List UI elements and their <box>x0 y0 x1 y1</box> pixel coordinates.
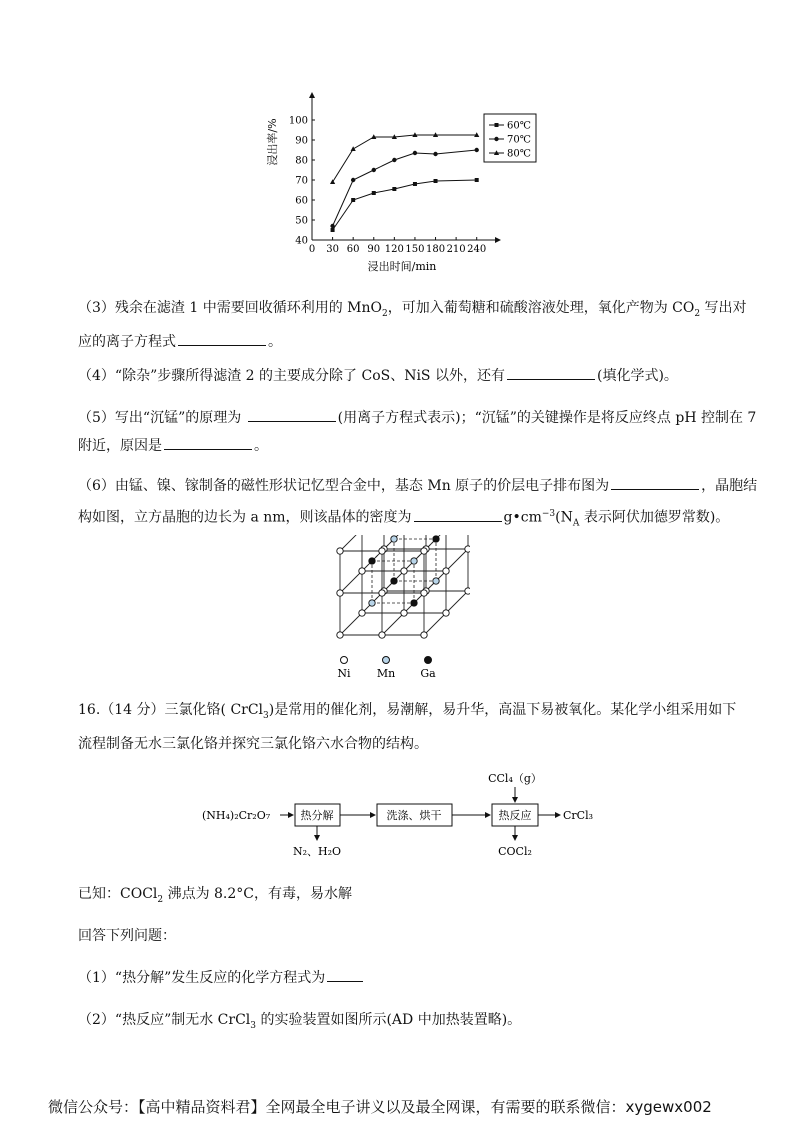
ni-atom <box>421 590 427 596</box>
legend-ga-label: Ga <box>420 667 436 680</box>
ni-atom <box>359 568 365 574</box>
x-tick-label: 210 <box>446 244 466 255</box>
known-info: 已知：COCl$_2$ 沸点为 8.2°C，有毒，易水解 <box>78 886 353 905</box>
x-tick-label: 180 <box>425 244 446 255</box>
sub-question-1 <box>78 964 738 992</box>
ni-atom <box>379 590 385 596</box>
data-point <box>475 178 479 182</box>
data-point <box>351 178 355 182</box>
data-point <box>392 158 396 162</box>
ni-atom <box>337 632 343 638</box>
x-tick-label: 30 <box>326 244 339 255</box>
series-line-2 <box>333 135 477 182</box>
data-point <box>330 224 334 228</box>
x-tick-label: 0 <box>308 244 316 255</box>
lattice-edge <box>446 591 468 613</box>
q16-text-a: 16.（14 分）三氯化铬( CrCl <box>78 702 264 718</box>
flow-step-2: 洗涤、烘干 <box>386 809 442 822</box>
question-3: （3）残余在滤渣 1 中需要回收循环利用的 MnO$_2$，可加入葡萄糖和硫酸溶液处理，氧化产物为 $CO_2$ 写出对 应的离子方程式 。 <box>78 300 747 350</box>
legend-marker <box>494 137 498 141</box>
q5-text-a: （5）写出“沉锰”的原理为 <box>78 410 246 426</box>
legend-ni-label: Ni <box>337 667 351 680</box>
mn-atom <box>391 536 397 542</box>
sub1-text: （1）“热分解”发生反应的化学方程式为 <box>78 970 326 986</box>
ga-atom <box>411 600 417 606</box>
y-tick-label: 40 <box>295 235 308 247</box>
data-point <box>475 148 479 152</box>
flow-step-3: 热反应 <box>498 809 532 822</box>
q6-text-b: ，晶胞结 <box>701 478 758 494</box>
x-axis-arrow <box>495 237 501 243</box>
lattice-edge <box>340 535 362 551</box>
flow-reactant: (NH₄)₂Cr₂O₇ <box>202 809 271 822</box>
question-6 <box>78 472 758 537</box>
q6-text-a: （6）由锰、镍、镓制备的磁性形状记忆型合金中，基态 Mn 原子的价层电子排布图为 <box>78 478 610 494</box>
legend-label: 70℃ <box>507 134 531 146</box>
question-16: 16.（14 分）三氯化铬( CrCl$_3$)是常用的催化剂，易潮解，易升华，高温下易被氧化。某化学小组采用如下 流程制备无水三氯化铬并探究三氯化铬六水合物的结构。 <box>78 696 738 758</box>
y-tick-label: 50 <box>295 215 308 227</box>
q6-unit-sup: −3 <box>541 509 556 519</box>
legend-ni-marker <box>341 657 348 664</box>
x-tick-label: 240 <box>467 244 487 255</box>
q3-text-c: 写出对 <box>700 300 747 316</box>
legend-marker <box>495 123 499 127</box>
data-point <box>331 228 335 232</box>
q3-text-a: （3）残余在滤渣 1 中需要回收循环利用的 MnO <box>78 300 382 316</box>
ni-atom <box>443 610 449 616</box>
lattice-edge <box>340 571 362 593</box>
sub1-answer-blank[interactable] <box>327 967 363 982</box>
answer-prompt <box>78 922 738 950</box>
known-text-a: 已知：COCl <box>78 886 158 902</box>
q6-na-sub: A <box>572 518 580 529</box>
q5-answer-blank-2[interactable] <box>164 435 252 450</box>
sub-question-2: （2）“热反应”制无水 CrCl$_3$ 的实验装置如图所示(AD 中加热装置略)。 <box>78 1012 522 1031</box>
ni-atom <box>421 548 427 554</box>
y-tick-label: 90 <box>295 135 308 147</box>
data-point <box>433 152 437 156</box>
ni-atom <box>379 548 385 554</box>
q4-text-b: (填化学式)。 <box>596 368 678 384</box>
q5-text-c: 附近，原因是 <box>78 438 162 454</box>
q6-text-c: 构如图，立方晶胞的边长为 a nm，则该晶体的密度为 <box>78 509 412 526</box>
ga-atom <box>433 536 439 542</box>
ni-atom <box>337 590 343 596</box>
y-tick-label: 60 <box>295 195 308 207</box>
ni-atom <box>359 610 365 616</box>
q4-text-a: （4）“除杂”步骤所得滤渣 2 的主要成分除了 CoS、NiS 以外，还有 <box>78 368 505 384</box>
ni-atom <box>443 568 449 574</box>
lattice-edge <box>340 613 362 635</box>
legend-label: 80℃ <box>507 148 531 160</box>
mn-atom <box>433 578 439 584</box>
q3-text-b: ，可加入葡萄糖和硫酸溶液处理，氧化产物为 CO <box>387 300 695 316</box>
q16-text-c: 流程制备无水三氯化铬并探究三氯化铬六水合物的结构。 <box>78 735 428 752</box>
known-text-b: 沸点为 8.2°C，有毒，易水解 <box>163 886 353 902</box>
series-line-1 <box>333 150 477 226</box>
ni-atom <box>401 610 407 616</box>
process-flow-diagram <box>200 762 620 862</box>
data-point <box>372 191 376 195</box>
crystal-cell-diagram <box>330 535 470 685</box>
y-axis-label: 浸出率/% <box>266 118 279 166</box>
x-axis-label: 浸出时间/min <box>367 260 437 273</box>
q3-text-d: 应的离子方程式 <box>78 333 176 350</box>
flow-step-1: 热分解 <box>300 809 334 822</box>
ni-atom <box>465 546 470 552</box>
mn-atom <box>369 600 375 606</box>
legend-mn-marker <box>383 657 390 664</box>
x-tick-label: 150 <box>405 244 425 255</box>
question-4 <box>78 362 738 390</box>
legend-mn-label: Mn <box>376 667 396 680</box>
q5-text-d: 。 <box>254 438 268 454</box>
q6-text-d: (N <box>555 509 573 526</box>
y-tick-label: 100 <box>288 115 308 127</box>
chart-svg <box>262 92 562 274</box>
series-line-0 <box>333 180 477 230</box>
ni-atom <box>337 548 343 554</box>
sub2-text-a: （2）“热反应”制无水 CrCl <box>78 1012 251 1028</box>
x-tick-label: 60 <box>346 244 360 255</box>
data-point <box>434 179 438 183</box>
sub2-text-b: 的实验装置如图所示(AD 中加热装置略)。 <box>256 1012 522 1028</box>
q3-text-e: 。 <box>268 333 282 350</box>
q5-text-b: (用离子方程式表示)；“沉锰”的关键操作是将反应终点 pH 控制在 7 <box>337 410 757 426</box>
flow-svg <box>200 762 620 862</box>
ni-atom <box>379 632 385 638</box>
lattice-edge <box>446 549 468 571</box>
data-point <box>351 198 355 202</box>
ga-atom <box>391 578 397 584</box>
ga-atom <box>369 558 375 564</box>
ni-atom <box>401 568 407 574</box>
question-5 <box>78 404 757 460</box>
data-point <box>392 187 396 191</box>
flow-input-3: CCl₄（g） <box>488 772 542 785</box>
q4-answer-blank[interactable] <box>507 365 595 380</box>
x-tick-label: 120 <box>384 244 404 255</box>
answer-prompt-text: 回答下列问题： <box>78 928 176 944</box>
leaching-rate-chart <box>262 92 562 274</box>
data-point <box>351 146 356 151</box>
ni-atom <box>421 632 427 638</box>
q3-answer-blank[interactable] <box>178 331 266 346</box>
data-point <box>372 168 376 172</box>
q6-unit: g•cm <box>503 509 542 526</box>
crystal-svg <box>330 535 470 685</box>
lattice-edge <box>424 613 446 635</box>
y-tick-label: 80 <box>295 155 308 167</box>
y-axis-arrow <box>309 92 315 98</box>
ni-atom <box>465 588 470 594</box>
flow-out-1: N₂、H₂O <box>292 845 342 858</box>
data-point <box>413 151 417 155</box>
q5-answer-blank-1[interactable] <box>248 407 336 422</box>
q6-answer-blank-2[interactable] <box>414 507 502 522</box>
legend-ga-marker <box>425 657 432 664</box>
data-point <box>413 182 417 186</box>
y-tick-label: 70 <box>295 175 308 187</box>
q6-text-e: 表示阿伏加德罗常数)。 <box>579 509 730 526</box>
q6-answer-blank-1[interactable] <box>611 475 699 490</box>
legend-label: 60℃ <box>507 120 531 132</box>
x-tick-label: 90 <box>367 244 381 255</box>
flow-out-3: COCl₂ <box>498 845 532 858</box>
flow-product: CrCl₃ <box>563 809 594 822</box>
mn-atom <box>411 558 417 564</box>
lattice-edge <box>382 613 404 635</box>
footer-text: 微信公众号：【高中精品资料君】全网最全电子讲义以及最全网课，有需要的联系微信：xygewx002 <box>48 1098 712 1116</box>
q16-text-b: )是常用的催化剂，易潮解，易升华，高温下易被氧化。某化学小组采用如下 <box>268 702 737 718</box>
